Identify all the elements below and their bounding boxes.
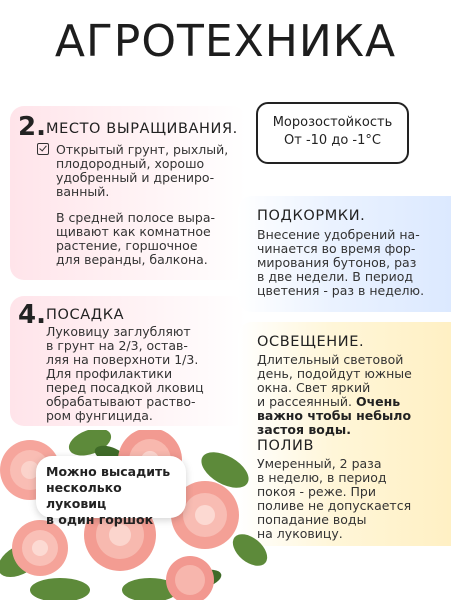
place-check-text: Открытый грунт, рыхлый, плодородный, хорошо удобренный и дрениро- ванный. <box>56 142 229 199</box>
planting-heading: ПОСАДКА <box>46 307 125 323</box>
planting-number: 4. <box>18 300 46 330</box>
tip-bubble: Можно высадить несколько луковиц в один горшок <box>36 456 186 518</box>
checkbox-icon <box>37 143 49 155</box>
frost-line-2: От -10 до -1°С <box>284 133 381 148</box>
page-title: АГРОТЕХНИКА <box>54 16 397 67</box>
watering-heading: ПОЛИВ <box>257 438 315 454</box>
frost-resistance-box <box>256 102 409 164</box>
place-number: 2. <box>18 112 46 142</box>
frost-line-1: Морозостойкость <box>272 115 393 130</box>
place-middle-text: В средней полосе выра- щивают как комнатное растение, горшочное для веранды, балкона. <box>56 210 215 267</box>
planting-text: Луковицу заглубляют в грунт на 2/3, остав- ляя на поверхноти 1/3. Для профилактики перед посадкой лковиц обрабатывают раство- ром фунгицида. <box>46 324 204 423</box>
feeding-heading: ПОДКОРМКИ. <box>257 208 366 224</box>
light-heading: ОСВЕЩЕНИЕ. <box>257 334 365 350</box>
watering-text: Умеренный, 2 раза в неделю, в период покоя - реже. При поливе не допускается попадание воды на луковицу. <box>257 456 412 541</box>
feeding-text: Внесение удобрений на- чинается во время фор- мирования бутонов, раз в две недели. В период цветения - раз в неделю. <box>257 227 425 298</box>
light-text: Длительный световой день, подойдут южные окна. Свет яркий и рассеянный. Очень важно чтобы небыло застоя воды. <box>257 352 412 437</box>
place-heading: МЕСТО ВЫРАЩИВАНИЯ. <box>46 121 238 137</box>
